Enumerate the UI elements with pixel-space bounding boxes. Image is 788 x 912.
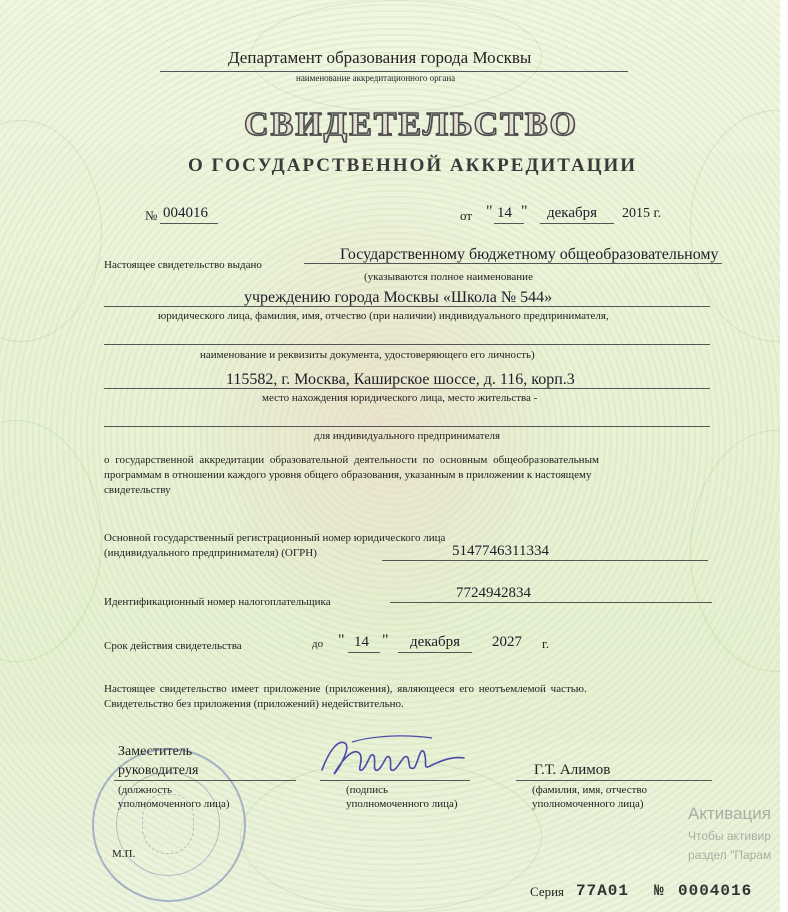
appendix-line1: Настоящее свидетельство имеет приложение (приложения), являющееся его неотъемлемой частью. (104, 683, 587, 695)
name-caption-line2: уполномоченного лица) (532, 798, 644, 810)
ogrn-label-line1: Основной государственный регистрационный номер юридического лица (104, 532, 446, 544)
position-underline (114, 780, 296, 781)
activation-watermark-line2: Чтобы активир (688, 829, 771, 843)
appendix-line2: Свидетельство без приложения (приложений) недействительно. (104, 698, 404, 710)
signature-underline (320, 780, 470, 781)
issue-day: 14 (497, 205, 512, 221)
issued-caption1: (указываются полное наименование (364, 271, 533, 283)
document-title: СВИДЕТЕЛЬСТВО (244, 106, 578, 143)
series-value: 77А01 (576, 882, 630, 900)
accreditation-text-line2: программам в отношении каждого уровня общего образования, указанным в приложении к настоящему (104, 469, 592, 481)
series-label: Серия (530, 884, 565, 899)
address-underline (104, 388, 710, 389)
address2-underline (104, 426, 710, 427)
signer-position-line2: руководителя (118, 763, 199, 778)
signature-caption-line1: (подпись (346, 784, 389, 796)
name-underline (516, 780, 712, 781)
signature-caption-line2: уполномоченного лица) (346, 798, 458, 810)
issued-caption3: наименование и реквизиты документа, удостоверяющего его личность) (200, 349, 535, 361)
signer-name: Г.Т. Алимов (534, 762, 611, 778)
inn-value: 7724942834 (456, 585, 531, 601)
position-caption-line1: (должность (118, 784, 173, 796)
guilloche-ring (0, 120, 102, 342)
inn-underline (390, 602, 712, 603)
issued-caption5: для индивидуального предпринимателя (314, 430, 501, 442)
validity-year: 2027 (492, 634, 522, 650)
issue-year: 2015 г. (622, 206, 662, 221)
guilloche-ring (690, 430, 788, 672)
validity-month: декабря (410, 634, 461, 650)
holder-name-line1: Государственному бюджетному общеобразовательному (340, 246, 719, 263)
number-underline (160, 223, 218, 224)
activation-watermark-title: Активация (688, 804, 771, 823)
holder-address: 115582, г. Москва, Каширское шоссе, д. 116, корп.3 (226, 371, 575, 388)
authority-caption: наименование аккредитационного органа (296, 73, 456, 83)
validity-label: Срок действия свидетельства (104, 640, 242, 652)
ogrn-value: 5147746311334 (452, 543, 549, 559)
issue-month: декабря (547, 205, 598, 221)
date-close-quote: " (521, 203, 528, 220)
day-underline (494, 223, 524, 224)
validity-year-suffix: г. (542, 636, 550, 651)
holder-line1-underline (304, 263, 722, 264)
holder-line3-underline (104, 344, 710, 345)
document-subtitle: О ГОСУДАРСТВЕННОЙ АККРЕДИТАЦИИ (188, 155, 638, 176)
issued-label: Настоящее свидетельство выдано (104, 259, 262, 271)
name-caption-line1: (фамилия, имя, отчество (532, 784, 648, 796)
guilloche-ring (690, 110, 788, 342)
position-caption-line2: уполномоченного лица) (118, 798, 230, 810)
validity-day-underline (348, 652, 380, 653)
accreditation-text-line1: о государственной аккредитации образовательной деятельности по основным общеобразовательным (104, 454, 599, 466)
inn-label: Идентификационный номер налогоплательщика (104, 596, 331, 608)
page-edge (780, 0, 788, 912)
holder-name-line2: учреждению города Москвы «Школа № 544» (244, 289, 553, 306)
guilloche-ring (0, 420, 102, 662)
validity-day: 14 (354, 634, 369, 650)
validity-to-label: до (312, 638, 324, 650)
issued-caption2: юридического лица, фамилия, имя, отчество (при наличии) индивидуального предпринимателя, (158, 310, 609, 322)
holder-line2-underline (104, 306, 710, 307)
serial-number-label: № (654, 882, 665, 900)
serial-number-value: 0004016 (678, 882, 753, 900)
validity-open-quote: " (338, 632, 345, 649)
ogrn-label-line2: (индивидуального предпринимателя) (ОГРН) (104, 547, 317, 559)
handwritten-signature (312, 730, 472, 786)
activation-watermark-line3: раздел "Парам (688, 848, 772, 862)
signer-position-line1: Заместитель (118, 744, 193, 759)
certificate-number: 004016 (163, 205, 208, 221)
date-from-label: от (460, 208, 473, 223)
ogrn-underline (382, 560, 708, 561)
date-open-quote: " (486, 203, 493, 220)
number-label: № (145, 208, 158, 223)
validity-close-quote: " (382, 632, 389, 649)
stamp-place-label: М.П. (112, 848, 136, 860)
accreditation-text-line3: свидетельству (104, 484, 171, 496)
authority-underline (160, 71, 628, 72)
month-underline (540, 223, 614, 224)
authority-name: Департамент образования города Москвы (228, 48, 532, 67)
validity-month-underline (398, 652, 472, 653)
issued-caption4: место нахождения юридического лица, место жительства - (262, 392, 538, 404)
